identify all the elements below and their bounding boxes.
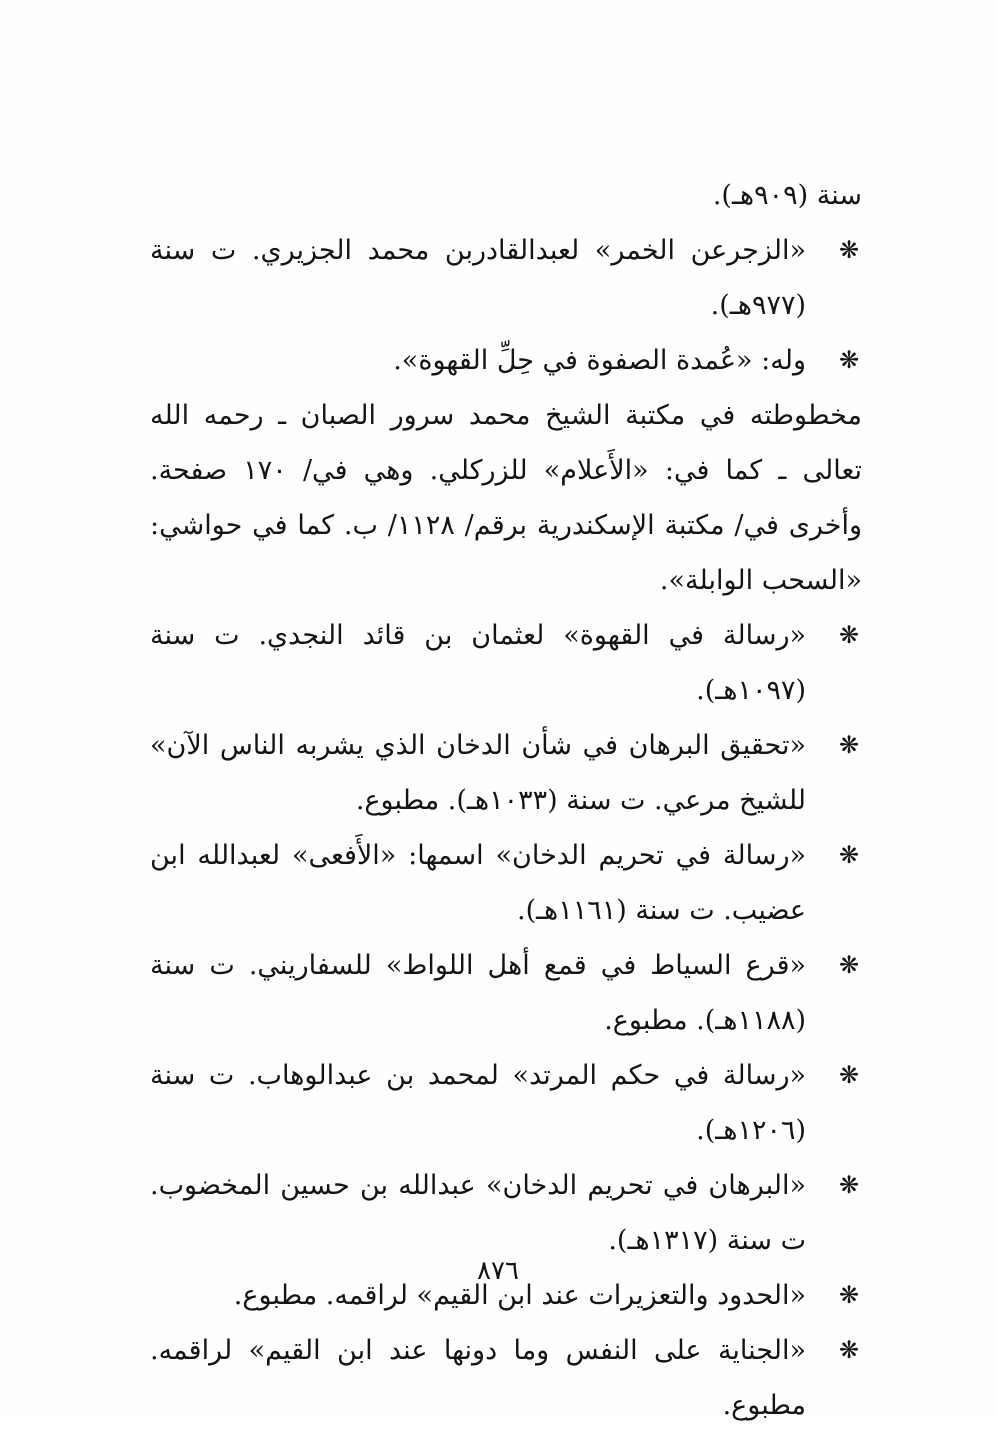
bullet-icon: ❋ [838, 346, 860, 374]
bullet-icon: ❋ [838, 1281, 860, 1309]
bullet-icon: ❋ [838, 731, 860, 759]
bullet-icon: ❋ [838, 236, 860, 264]
list-item-text: «قرع السياط في قمع أهل اللواط» للسفاريني. ت سنة (١١٨٨هـ). مطبوع. [150, 950, 806, 1036]
list-item [150, 938, 862, 1048]
list-item-text: «الزجرعن الخمر» لعبدالقادربن محمد الجزيري. ت سنة (٩٧٧هـ). [150, 235, 806, 321]
list-item [150, 1048, 862, 1158]
list-item-text: «رسالة في تحريم الدخان» اسمها: «الأَفعى» لعبدالله ابن عضيب. ت سنة (١١٦١هـ). [150, 840, 806, 926]
list-item-text: «البرهان في تحريم الدخان» عبدالله بن حسين المخضوب. ت سنة (١٣١٧هـ). [150, 1170, 806, 1256]
list-item-text: «رسالة في القهوة» لعثمان بن قائد النجدي. ت سنة (١٠٩٧هـ). [150, 620, 806, 706]
list-item-text: وله: «عُمدة الصفوة في حِلِّ القهوة». [393, 345, 806, 376]
list-item-text: «رسالة في حكم المرتد» لمحمد بن عبدالوهاب. ت سنة (١٢٠٦هـ). [150, 1060, 806, 1146]
list-item [150, 828, 862, 938]
bullet-icon: ❋ [838, 1336, 860, 1364]
note-paragraph: مخطوطته في مكتبة الشيخ محمد سرور الصبان ـ رحمه الله تعالى ـ كما في: «الأَعلام» للزركلي. وهي في/ ١٧٠ صفحة. وأخرى في/ مكتبة الإسكندرية برقم/ ١١٢٨/ ب. كما في حواشي: «السحب الوابلة». [150, 400, 862, 596]
list-item [150, 608, 862, 718]
bullet-icon: ❋ [838, 841, 860, 869]
bullet-icon: ❋ [838, 621, 860, 649]
bullet-icon: ❋ [838, 1061, 860, 1089]
intro-line: سنة (٩٠٩هـ). [712, 180, 862, 211]
list-item [150, 333, 862, 388]
list-item-text: «تحقيق البرهان في شأن الدخان الذي يشربه الناس الآن» للشيخ مرعي. ت سنة (١٠٣٣هـ). مطبوع. [150, 730, 806, 816]
list-item-text: «الجناية على النفس وما دونها عند ابن القيم» لراقمه. مطبوع. [150, 1335, 806, 1421]
bullet-icon: ❋ [838, 951, 860, 979]
bullet-icon: ❋ [838, 1171, 860, 1199]
list-item [150, 1158, 862, 1268]
main-text-block [150, 168, 862, 1433]
list-item-text: «الحدود والتعزيرات عند ابن القيم» لراقمه. مطبوع. [233, 1280, 806, 1311]
list-item [150, 718, 862, 828]
list-item [150, 223, 862, 333]
page-number: ٨٧٦ [477, 1256, 519, 1286]
